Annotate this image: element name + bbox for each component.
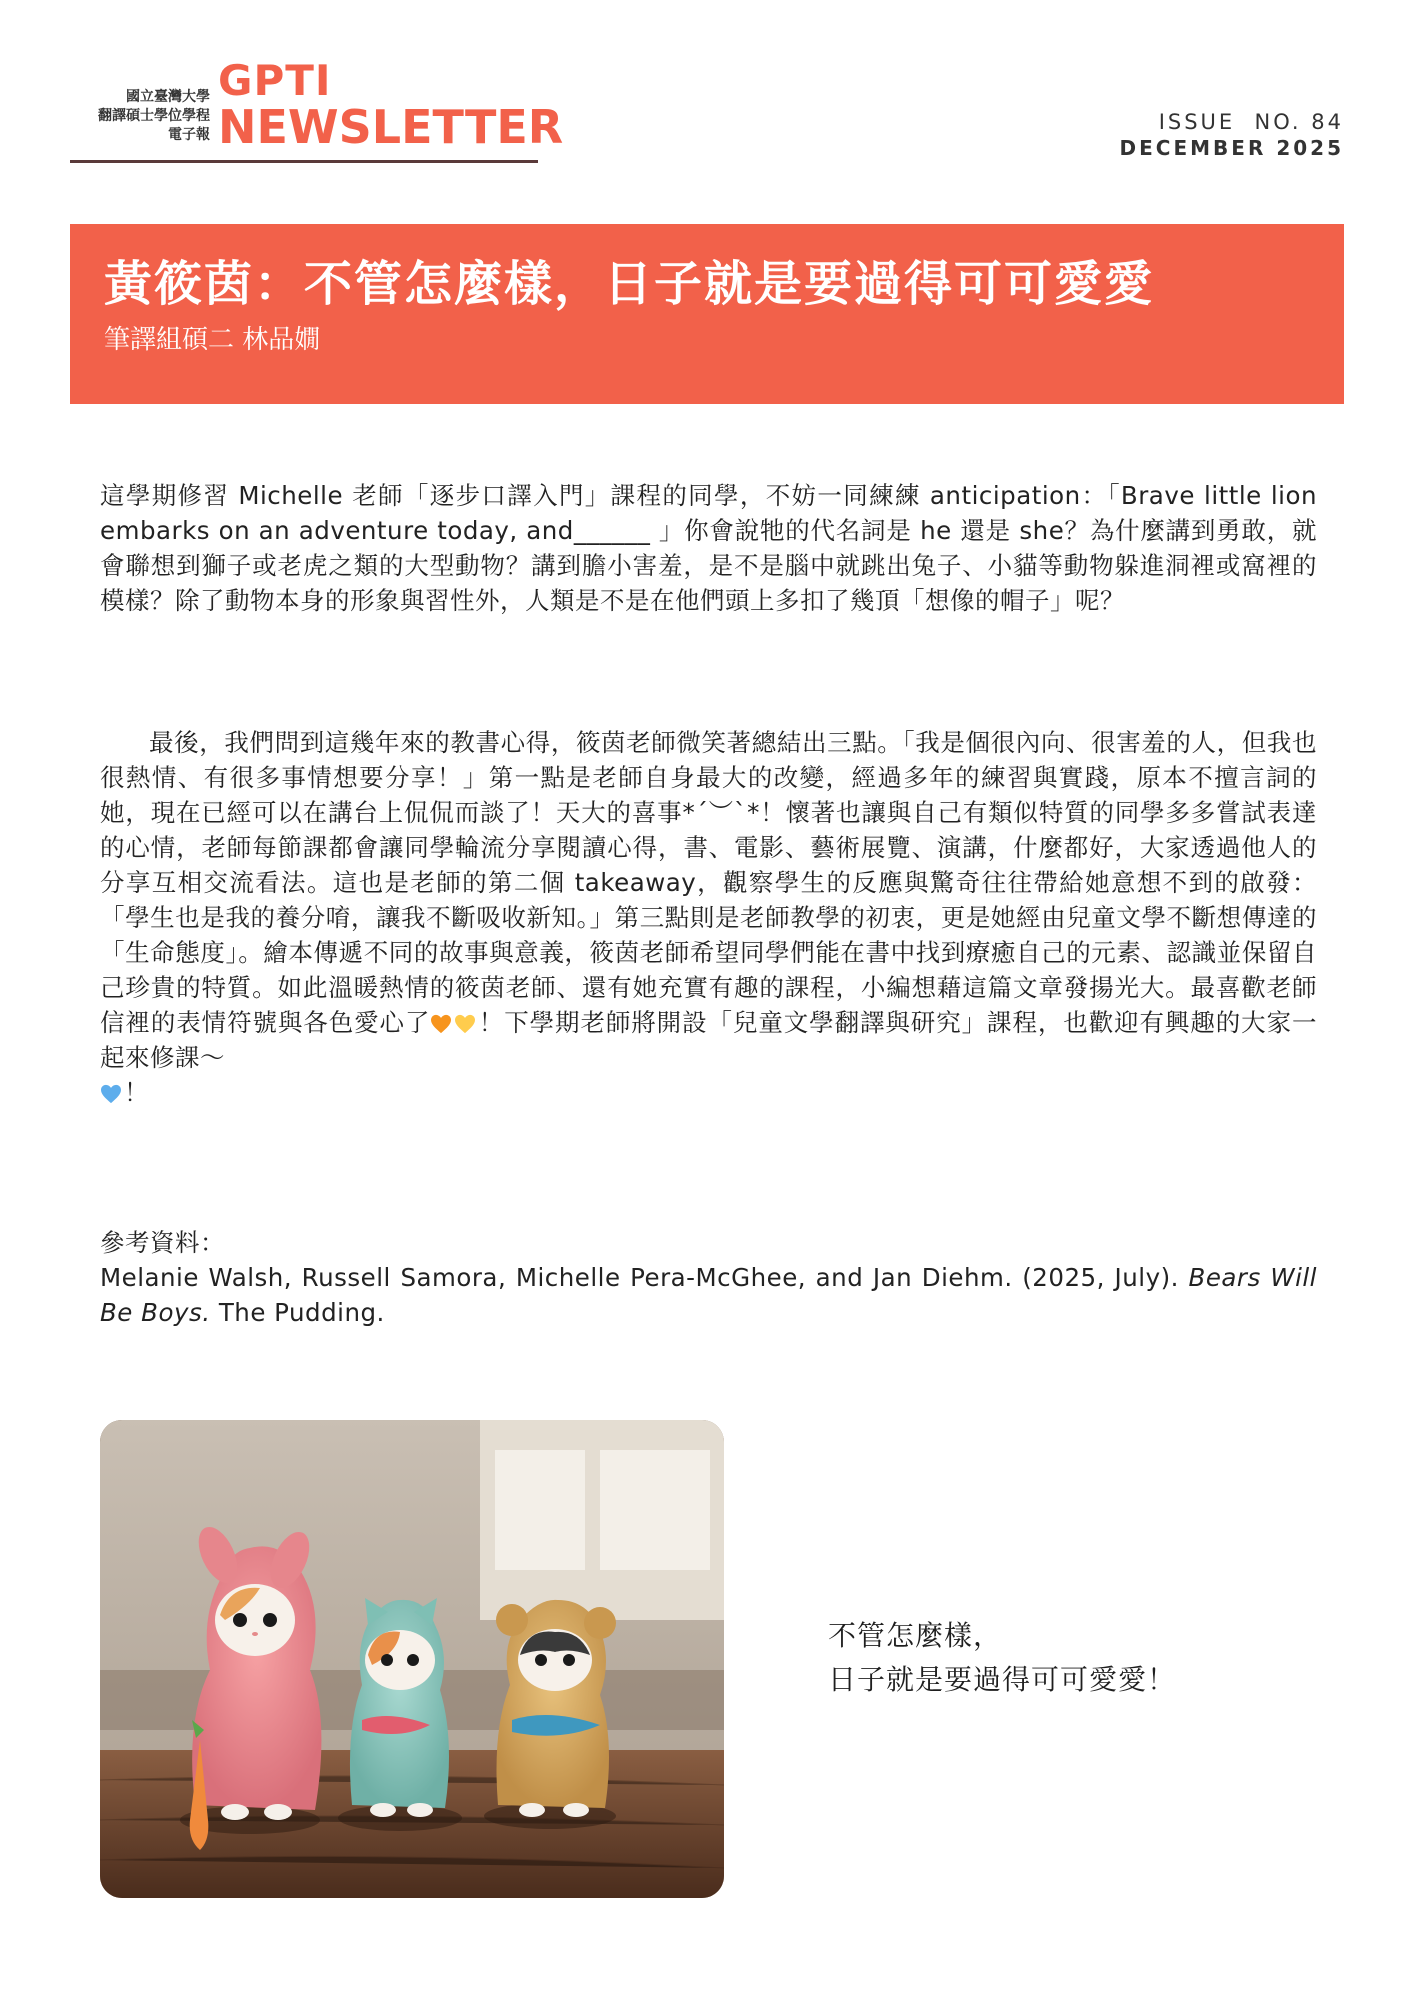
reference-publisher: The Pudding. [210,1298,385,1327]
caption-line-1: 不管怎麼樣， [828,1619,1003,1652]
school-line-2: 翻譯碩士學位學程 [98,108,210,124]
paragraph-2-text: 最後，我們問到這幾年來的教書心得，筱茵老師微笑著總結出三點。「我是個很內向、很害羞的人，但我也很熱情、有很多事情想要分享！」第一點是老師自身最大的改變，經過多年的練習與實踐，原本不擅言詞的她，現在已經可以在講台上侃侃而談了！天大的喜事*ˊ︶ˋ*！懷著也讓與自己有類似特質的同學多多嘗試表達的心情，老師每節課都會讓同學輪流分享閱讀心得，書、電影、藝術展覽、演講，什麼都好，大家透過他人的分享互相交流看法。這也是老師的第二個 takeaway，觀察學生的反應與驚奇往往帶給她意想不到的啟發：「學生也是我的養分唷，讓我不斷吸收新知。」第三點則是老師教學的初衷，更是她經由兒童文學不斷想傳達的「生命態度」。繪本傳遞不同的故事與意義，筱茵老師希望同學們能在書中找到療癒自己的元素、認識並保留自己珍貴的特質。如此溫暖熱情的筱茵老師、還有她充實有趣的課程，小編想藉這篇文章發揚光大。最喜歡老師信裡的表情符號與各色愛心了 [100,728,1317,1037]
paragraph-2-text-cont: ！下學期老師將開設「兒童文學翻譯與研究」課程，也歡迎有興趣的大家一起來修課～ [100,1008,1318,1072]
school-line-1: 國立臺灣大學 [126,89,210,105]
references-title: 參考資料： [100,1228,225,1257]
brand-line-1: GPTI [218,56,332,105]
issue-date: DECEMBER 2025 [1119,136,1344,160]
plush-cats-photo [100,1420,724,1898]
article-banner [70,224,1344,404]
masthead [70,56,564,166]
header-divider [70,160,538,163]
reference-work: Bears Will Be Boys. [100,1263,1317,1327]
issue-info [1120,110,1344,160]
article-title: 黃筱茵：不管怎麼樣，日子就是要過得可可愛愛 [104,256,1155,312]
school-name [70,88,210,145]
article-author: 筆譯組碩二 林品嫺 [104,324,321,355]
brand-line-2: NEWSLETTER [218,100,564,154]
school-line-3: 電子報 [168,127,210,143]
newsletter-logo [218,56,564,154]
references [100,1225,1317,1330]
paragraph-2 [100,725,1317,1110]
yellow-heart-icon [454,1014,476,1034]
paragraph-2-end: ！ [124,1078,149,1107]
photo-caption [828,1614,1176,1702]
reference-authors: Melanie Walsh, Russell Samora, Michelle Pera-McGhee, and Jan Diehm. (2025, July). [100,1263,1189,1292]
paragraph-1: 這學期修習 Michelle 老師「逐步口譯入門」課程的同學，不妨一同練練 anticipation：「Brave little lion embarks on an adventure today, and______ 」你會說牠的代名詞是 he 還是 she？為什麼講到勇敢，就會聯想到獅子或老虎之類的大型動物？講到膽小害羞，是不是腦中就跳出兔子、小貓等動物躲進洞裡或窩裡的模樣？除了動物本身的形象與習性外，人類是不是在他們頭上多扣了幾頂「想像的帽子」呢？ [100,481,1317,615]
caption-line-2: 日子就是要過得可可愛愛！ [828,1663,1177,1696]
issue-number: ISSUE NO. 84 [1158,110,1344,134]
orange-heart-icon [430,1014,452,1034]
blue-heart-icon [100,1084,122,1104]
photo-illustration [100,1420,724,1898]
